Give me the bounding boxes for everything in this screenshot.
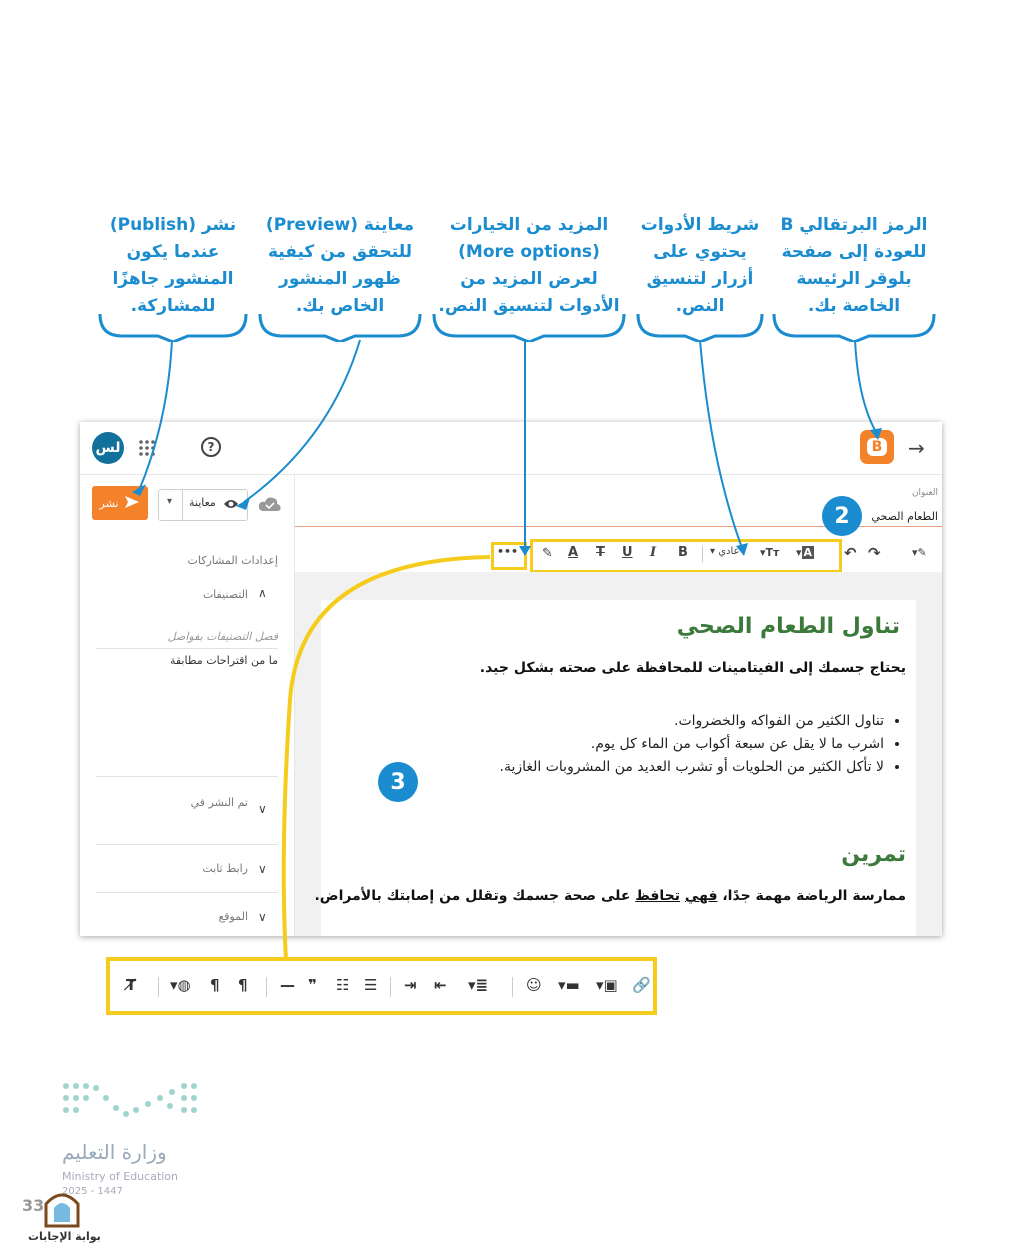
emoji-icon[interactable]: ☺ xyxy=(526,976,542,994)
link-icon[interactable]: 🔗 xyxy=(632,976,651,994)
strikethrough-icon[interactable]: T xyxy=(596,545,605,560)
post-settings-heading: إعدادات المشاركات xyxy=(187,554,278,567)
watermark-text: بوابة الإجابات xyxy=(28,1230,101,1243)
align-icon[interactable]: ▾≣ xyxy=(468,976,489,994)
help-icon[interactable]: ? xyxy=(201,437,221,457)
avatar[interactable]: لس xyxy=(92,432,124,464)
ministry-name-en: Ministry of Education xyxy=(62,1170,179,1183)
callout-publish xyxy=(98,212,248,334)
heading-healthy-food: تناول الطعام الصحي xyxy=(676,614,900,639)
callout-logo xyxy=(772,212,936,334)
labels-input[interactable]: فصل التصنيفات بفواصل xyxy=(167,630,278,643)
callout-preview-text: معاينة (Preview) للتحقق من كيفية ظهور المنشور الخاص بك. xyxy=(265,215,415,316)
step-badge-3: 3 xyxy=(378,762,418,802)
callout-logo-text: الرمز البرتقالي B للعودة إلى صفحة بلوقر الرئيسة الخاصة بك. xyxy=(780,215,928,316)
location-label[interactable]: الموقع xyxy=(218,910,248,923)
heading-exercise: تمرين xyxy=(841,842,906,867)
title-field-label: العنوان xyxy=(911,488,938,498)
ministry-logo-icon xyxy=(60,1080,200,1130)
publish-label: نشر xyxy=(99,496,119,510)
page-number: 33 xyxy=(22,1196,45,1215)
indent-more-icon[interactable]: ⇥ xyxy=(404,976,417,994)
callout-more-options xyxy=(432,212,626,334)
ministry-year: 2025 - 1447 xyxy=(62,1186,123,1197)
ltr-direction-icon[interactable]: ¶ xyxy=(210,976,220,994)
horizontal-rule-icon[interactable]: — xyxy=(280,976,295,994)
indent-less-icon[interactable]: ⇤ xyxy=(434,976,447,994)
preview-dropdown-icon[interactable]: ▾ xyxy=(167,496,173,507)
no-matching-suggestions: ما من اقتراحات مطابقة xyxy=(169,654,278,667)
watermark-logo-icon xyxy=(42,1186,82,1228)
ministry-name-ar: وزارة التعليم xyxy=(62,1140,167,1164)
more-options-toolbar xyxy=(106,957,657,1015)
step-badge-2: 2 xyxy=(822,496,862,536)
font-size-icon[interactable]: ▾Tт xyxy=(760,546,780,559)
callout-toolbar xyxy=(636,212,764,334)
pencil-icon[interactable]: ✎ xyxy=(542,546,553,561)
language-icon[interactable]: ▾◍ xyxy=(170,976,191,994)
chevron-up-icon[interactable]: ∧ xyxy=(258,586,267,600)
permalink-label[interactable]: رابط ثابت xyxy=(202,862,248,875)
paragraph-exercise: ممارسة الرياضة مهمة جدًا، فهي تحافظ على صحة جسمك وتقلل من إصابتك بالأمراض. xyxy=(314,888,906,904)
text-color-icon[interactable]: A xyxy=(568,545,579,560)
preview-label: معاينة xyxy=(189,496,216,509)
clear-formatting-icon[interactable]: T̸ xyxy=(126,976,137,994)
bulleted-list-icon[interactable]: ☰ xyxy=(364,976,378,994)
compose-mode-icon[interactable]: ▾✎ xyxy=(912,546,927,559)
insert-image-icon[interactable]: ▾▣ xyxy=(596,976,618,994)
published-on-label[interactable]: تم النشر في xyxy=(190,796,248,809)
rtl-direction-icon[interactable]: ¶ xyxy=(238,976,248,994)
more-options-button[interactable]: ••• xyxy=(497,545,519,558)
format-select-value: عادي xyxy=(718,546,740,557)
title-input[interactable]: الطعام الصحي xyxy=(871,510,938,523)
list-item: • لا تأكل الكثير من الحلويات أو تشرب العديد من المشروبات الغازية. xyxy=(500,756,885,779)
callout-more-options-text: المزيد من الخيارات (More options) لعرض المزيد من الأدوات لتنسيق النص. xyxy=(438,215,620,316)
callout-toolbar-text: شريط الأدوات يحتوي على أزرار لتنسيق النص. xyxy=(640,215,760,316)
callout-publish-text: نشر (Publish) عندما يكون المنشور جاهزًا للمشاركة. xyxy=(109,215,237,316)
paragraph-vitamins: يحتاج جسمك إلى الفيتامينات للمحافظة على صحته بشكل جيد. xyxy=(479,660,906,676)
format-select[interactable]: ▾ عادي xyxy=(710,546,740,557)
chevron-down-icon[interactable]: ∨ xyxy=(258,910,267,924)
highlight-color-icon[interactable]: ▾ A xyxy=(796,546,813,559)
underline-icon[interactable]: U xyxy=(622,545,633,560)
numbered-list-icon[interactable]: ☷ xyxy=(336,976,350,994)
callout-preview xyxy=(258,212,422,334)
list-item: • تناول الكثير من الفواكه والخضروات. xyxy=(500,710,885,733)
quote-icon[interactable]: ❞ xyxy=(308,976,317,994)
chevron-down-icon[interactable]: ∨ xyxy=(258,802,267,816)
labels-header[interactable]: التصنيفات xyxy=(202,588,248,601)
blogger-logo-letter: B xyxy=(867,438,887,456)
redo-icon[interactable]: ↷ xyxy=(868,544,881,562)
insert-video-icon[interactable]: ▾▬ xyxy=(558,976,580,994)
list-item: • اشرب ما لا يقل عن سبعة أكواب من الماء كل يوم. xyxy=(500,733,885,756)
arrow-right-icon[interactable]: → xyxy=(908,436,925,460)
bold-icon[interactable]: B xyxy=(678,545,688,560)
italic-icon[interactable]: I xyxy=(650,545,657,560)
yellow-connector xyxy=(284,557,490,960)
chevron-down-icon[interactable]: ∨ xyxy=(258,862,267,876)
undo-icon[interactable]: ↶ xyxy=(844,544,857,562)
